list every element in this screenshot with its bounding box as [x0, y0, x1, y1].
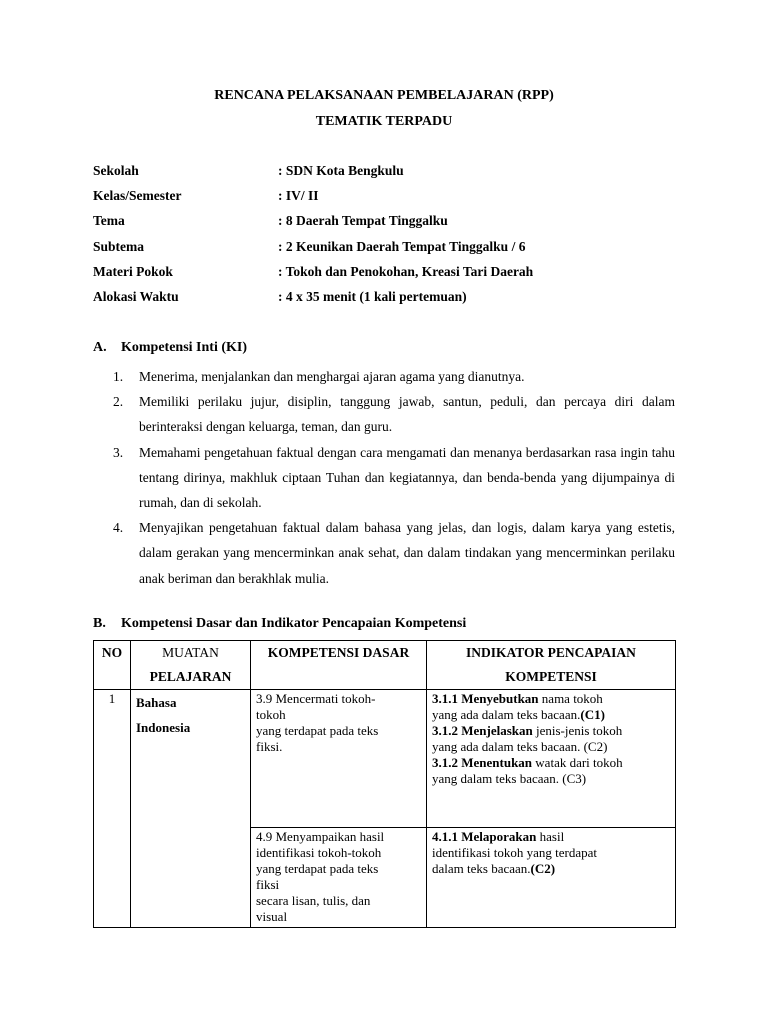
kd-text: identifikasi tokoh-tokoh — [256, 845, 382, 860]
list-number: 3. — [113, 444, 124, 460]
info-row-subtema — [93, 238, 693, 263]
cell-indikator-4 — [427, 828, 676, 928]
header-kd — [251, 641, 427, 690]
info-value: : 2 Keunikan Daerah Tempat Tinggalku / 6 — [278, 238, 526, 254]
indikator-text: nama tokoh — [538, 691, 603, 706]
list-text: Memiliki perilaku jujur, disiplin, tanggung jawab, santun, peduli, dan percaya diri dalam berinteraksi dengan keluarga, teman, dan guru. — [139, 394, 675, 435]
indikator-text: jenis-jenis tokoh — [532, 723, 623, 738]
header-no — [94, 641, 131, 690]
kd-text: fiksi — [256, 877, 280, 892]
list-item — [113, 440, 675, 516]
info-value: : Tokoh dan Penokohan, Kreasi Tari Daerah — [278, 263, 534, 279]
cell-indikator-3 — [427, 690, 676, 828]
muatan-line2: Indonesia — [136, 720, 191, 735]
indikator-text: identifikasi tokoh yang terdapat — [432, 845, 597, 860]
indikator-text: watak dari tokoh — [532, 755, 623, 770]
info-label: Sekolah — [93, 163, 139, 178]
header-no-label: NO — [101, 645, 123, 660]
section-heading-a — [93, 340, 247, 356]
section-letter: B. — [93, 616, 106, 631]
header-kd-label: KOMPETENSI DASAR — [267, 645, 410, 660]
info-row-alokasi — [93, 288, 693, 313]
indikator-code: 4.1.1 Melaporakan — [432, 829, 537, 844]
list-text: Menyajikan pengetahuan faktual dalam bahasa yang jelas, dan logis, dalam karya yang estetis, dalam gerakan yang mencerminkan anak sehat, dan dalam tindakan yang mencerminkan perilaku anak beriman dan berakhlak mulia. — [139, 520, 675, 586]
info-label: Kelas/Semester — [93, 188, 182, 204]
kd-text: yang terdapat pada teks — [256, 723, 379, 738]
info-row-sekolah — [93, 162, 693, 187]
kompetensi-inti-list — [113, 364, 675, 591]
indikator-code: 3.1.2 Menjelaskan — [432, 723, 533, 738]
kd-text: tokoh — [256, 707, 286, 722]
list-item — [113, 515, 675, 591]
info-value: : SDN Kota Bengkulu — [278, 163, 404, 178]
kd-text: visual — [256, 909, 288, 924]
kd-text: 4.9 Menyampaikan hasil — [256, 829, 385, 844]
info-value: : 8 Daerah Tempat Tinggalku — [278, 213, 448, 229]
indikator-text: dalam teks bacaan. — [432, 861, 531, 876]
section-title: Kompetensi Inti (KI) — [121, 340, 247, 355]
list-item — [113, 389, 675, 439]
cell-no — [94, 690, 131, 928]
header-muatan — [131, 641, 251, 690]
indikator-text: hasil — [536, 829, 565, 844]
info-row-tema — [93, 212, 693, 237]
table-row — [94, 690, 676, 828]
info-value: : 4 x 35 menit (1 kali pertemuan) — [278, 288, 467, 304]
kd-text: secara lisan, tulis, dan — [256, 893, 371, 908]
header-indikator — [427, 641, 676, 690]
indikator-text: yang dalam teks bacaan. (C3) — [432, 771, 587, 786]
info-label: Tema — [93, 213, 125, 229]
header-indikator-line1: INDIKATOR PENCAPAIAN — [466, 645, 636, 660]
info-label: Alokasi Waktu — [93, 288, 179, 304]
cell-muatan — [131, 690, 251, 928]
document-title: RENCANA PELAKSANAAN PEMBELAJARAN (RPP) — [214, 88, 554, 103]
header-indikator-line2: KOMPETENSI — [505, 669, 597, 684]
muatan-line1: Bahasa — [136, 695, 177, 710]
info-label: Subtema — [93, 238, 145, 254]
info-label: Materi Pokok — [93, 263, 173, 279]
indikator-level: (C2) — [530, 861, 556, 876]
table-header-row — [94, 641, 676, 690]
list-item — [113, 364, 675, 389]
kd-text: yang terdapat pada teks — [256, 861, 379, 876]
indikator-code: 3.1.2 Menentukan — [432, 755, 533, 770]
indikator-code: 3.1.1 Menyebutkan — [432, 691, 539, 706]
list-number: 2. — [113, 394, 124, 410]
kd-text: 3.9 Mencermati tokoh- — [256, 691, 376, 706]
info-row-kelas — [93, 187, 693, 212]
header-muatan-line1: MUATAN — [162, 645, 219, 660]
section-title: Kompetensi Dasar dan Indikator Pencapaian Kompetensi — [121, 616, 467, 631]
indikator-text: yang ada dalam teks bacaan. (C2) — [432, 739, 608, 754]
info-value: : IV/ II — [278, 188, 319, 204]
document-subtitle: TEMATIK TERPADU — [315, 114, 453, 129]
indikator-level: (C1) — [580, 707, 605, 722]
section-heading-b — [93, 616, 466, 632]
list-text: Memahami pengetahuan faktual dengan cara mengamati dan menanya berdasarkan rasa ingin tahu tentang dirinya, makhluk ciptaan Tuhan dan kegiatannya, dan benda-benda yang dijumpainya di rumah, dan di sekolah. — [139, 444, 675, 511]
indikator-text: yang ada dalam teks bacaan. — [432, 707, 581, 722]
header-muatan-line2: PELAJARAN — [149, 669, 232, 684]
list-number: 4. — [113, 520, 124, 536]
list-text: Menerima, menjalankan dan menghargai ajaran agama yang dianutnya. — [139, 369, 525, 384]
kompetensi-dasar-table — [93, 640, 676, 928]
cell-kd-4-9 — [251, 828, 427, 928]
identity-block — [93, 162, 693, 313]
section-letter: A. — [93, 340, 107, 355]
row-number: 1 — [108, 691, 116, 706]
info-row-materi — [93, 263, 693, 288]
cell-kd-3-9 — [251, 690, 427, 828]
list-number: 1. — [113, 369, 124, 384]
kd-text: fiksi. — [256, 739, 283, 754]
